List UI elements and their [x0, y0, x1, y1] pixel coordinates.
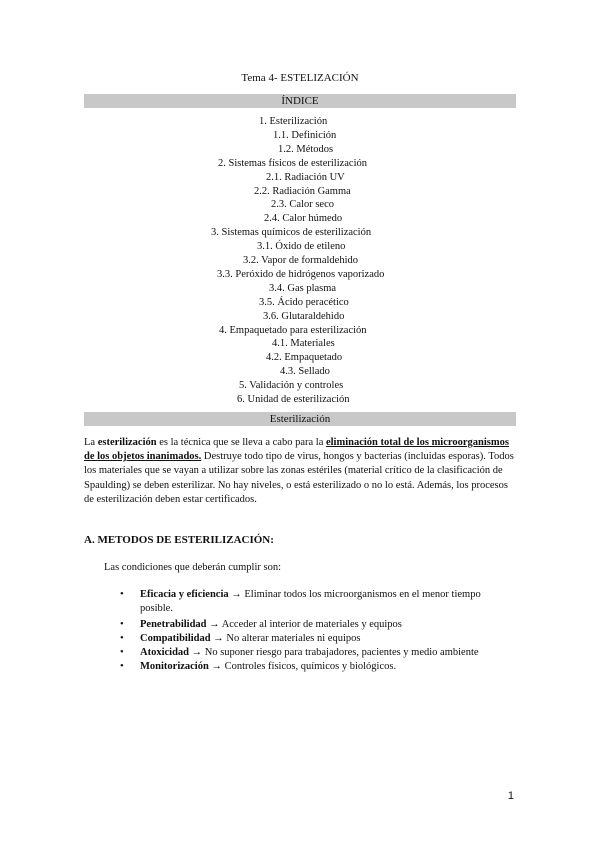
page-number: 1 — [507, 790, 514, 802]
index-header-bar: ÍNDICE — [84, 94, 516, 108]
condition-item — [120, 646, 516, 660]
condition-term: Compatibilidad — [140, 633, 211, 644]
toc-item: 1. Esterilización — [259, 116, 328, 127]
bullet-icon: • — [120, 647, 124, 658]
condition-desc: No alterar materiales ni equipos — [226, 633, 361, 644]
toc-item: 4.2. Empaquetado — [266, 352, 343, 364]
toc-item: 3. Sistemas químicos de esterilización — [211, 227, 372, 239]
condition-term: Atoxicidad — [140, 647, 190, 658]
intro-paragraph — [84, 436, 516, 507]
methods-heading: A. METODOS DE ESTERILIZACIÓN: — [84, 534, 274, 546]
condition-desc: Eliminar todos los microorganismos en el menor tiempo posible. — [140, 589, 481, 614]
toc-item: 3.5. Ácido peracético — [259, 296, 349, 308]
arrow-icon: → — [213, 633, 224, 644]
toc-item: 3.1. Óxido de etileno — [257, 241, 346, 253]
condition-item — [120, 632, 516, 646]
intro-text: La — [84, 437, 98, 448]
condition-item — [120, 618, 516, 632]
toc-item: 3.2. Vapor de formaldehido — [243, 255, 358, 266]
condition-item — [120, 588, 516, 616]
intro-term: esterilización — [97, 437, 157, 448]
condition-term: Monitorización — [140, 661, 209, 672]
conditions-list — [120, 588, 516, 674]
section-header-bar: Esterilización — [84, 412, 516, 426]
bullet-icon: • — [120, 661, 124, 672]
intro-text: es la técnica que se lleva a cabo para la — [156, 437, 326, 448]
arrow-icon: → — [231, 589, 242, 600]
toc-item: 4. Empaquetado para esterilización — [219, 324, 367, 336]
intro-goal: eliminación total de los microorganismos de los objetos inanimados. — [84, 437, 509, 463]
condition-desc: Controles físicos, químicos y biológicos. — [224, 661, 397, 672]
toc-item: 5. Validación y controles — [239, 380, 344, 392]
intro-text: Destruye todo tipo de virus, hongos y bacterias (incluidas esporas). Todos los materiales que se vayan a utilizar sobre las zonas estériles (material crítico de la clasificación de Spaulding) se deben esterilizar. No hay niveles, o está esterilizado o no lo está. Además, los procesos de esterilización deben estar certificados. — [84, 451, 514, 505]
toc-item: 2.2. Radiación Gamma — [254, 185, 351, 197]
document-title: Tema 4- ESTELIZACIÓN — [241, 72, 359, 84]
condition-desc: No suponer riesgo para trabajadores, pacientes y medio ambiente — [204, 647, 479, 658]
toc-item: 2.1. Radiación UV — [266, 171, 345, 183]
toc-item: 1.2. Métodos — [278, 143, 334, 155]
condition-item — [120, 660, 516, 674]
condition-term: Penetrabilidad — [140, 619, 207, 630]
toc-item: 3.4. Gas plasma — [269, 282, 337, 294]
toc-item: 3.6. Glutaraldehido — [263, 310, 345, 322]
arrow-icon: → — [211, 661, 222, 672]
toc-item: 2.4. Calor húmedo — [264, 213, 343, 225]
toc-item: 3.3. Peróxido de hidrógenos vaporizado — [217, 268, 385, 280]
methods-lead: Las condiciones que deberán cumplir son: — [104, 562, 281, 573]
condition-desc: Acceder al interior de materiales y equipos — [221, 619, 402, 630]
toc-item: 2. Sistemas físicos de esterilización — [218, 157, 368, 169]
toc-item: 4.3. Sellado — [280, 366, 330, 378]
bullet-icon: • — [120, 589, 124, 600]
arrow-icon: → — [209, 619, 220, 630]
toc-item: 1.1. Definición — [273, 129, 337, 141]
condition-term: Eficacia y eficiencia — [140, 589, 229, 600]
bullet-icon: • — [120, 619, 124, 630]
toc-item: 2.3. Calor seco — [271, 199, 334, 211]
bullet-icon: • — [120, 633, 124, 644]
toc-item: 4.1. Materiales — [272, 338, 335, 350]
arrow-icon: → — [191, 647, 203, 658]
toc-item: 6. Unidad de esterilización — [237, 394, 350, 405]
